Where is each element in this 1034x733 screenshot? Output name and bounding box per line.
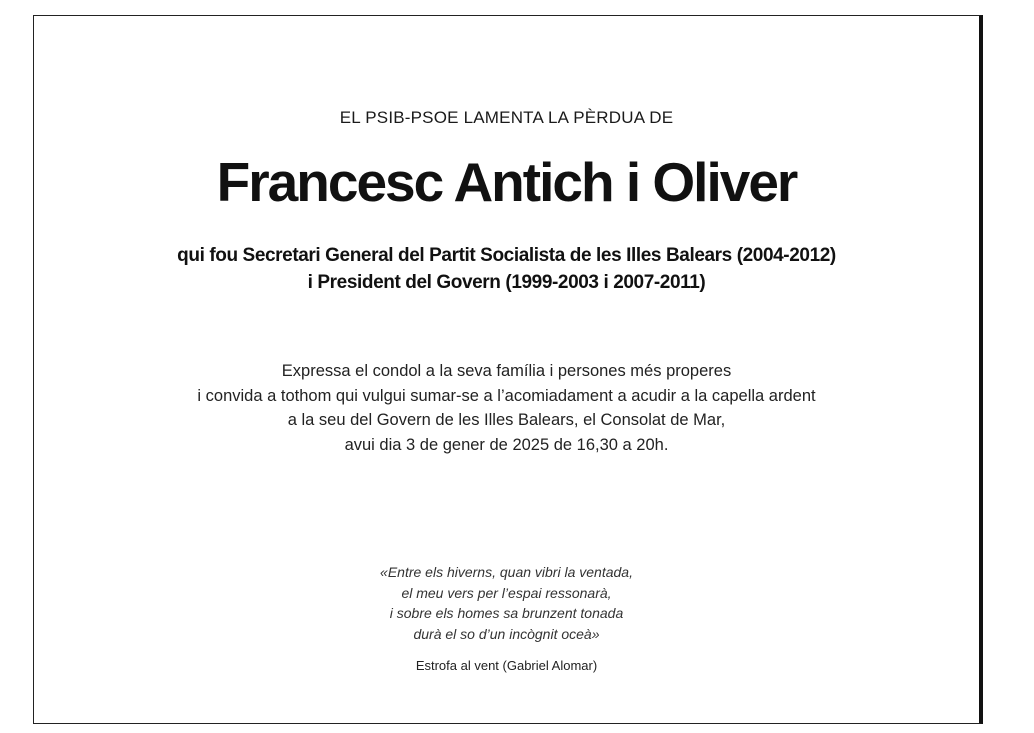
role-description	[34, 242, 979, 296]
poem-quote	[34, 562, 979, 644]
notice-header: EL PSIB-PSOE LAMENTA LA PÈRDUA DE	[339, 108, 674, 127]
poem-line: el meu vers per l’espai ressonarà,	[401, 584, 612, 601]
poem-line: «Entre els hiverns, quan vibri la ventada,	[380, 564, 633, 580]
deceased-name: Francesc Antich i Oliver	[216, 151, 797, 213]
message-line: i convida a tothom qui vulgui sumar-se a l’acomiadament a acudir a la capella ardent	[197, 386, 816, 405]
condolence-message	[34, 359, 979, 457]
poem-credit: Estrofa al vent (Gabriel Alomar)	[415, 658, 598, 673]
poem-line: durà el so d’un incògnit oceà»	[413, 625, 600, 642]
role-line: i President del Govern (1999-2003 i 2007-2011)	[307, 272, 706, 293]
obituary-notice	[33, 15, 983, 724]
message-line: avui dia 3 de gener de 2025 de 16,30 a 20h.	[344, 435, 669, 454]
poem-line: i sobre els homes sa brunzent tonada	[389, 605, 624, 621]
role-line: qui fou Secretari General del Partit Socialista de les Illes Balears (2004-2012)	[177, 245, 836, 266]
message-line: Expressa el condol a la seva família i persones més properes	[281, 362, 732, 380]
message-line: a la seu del Govern de les Illes Balears, el Consolat de Mar,	[287, 411, 726, 429]
